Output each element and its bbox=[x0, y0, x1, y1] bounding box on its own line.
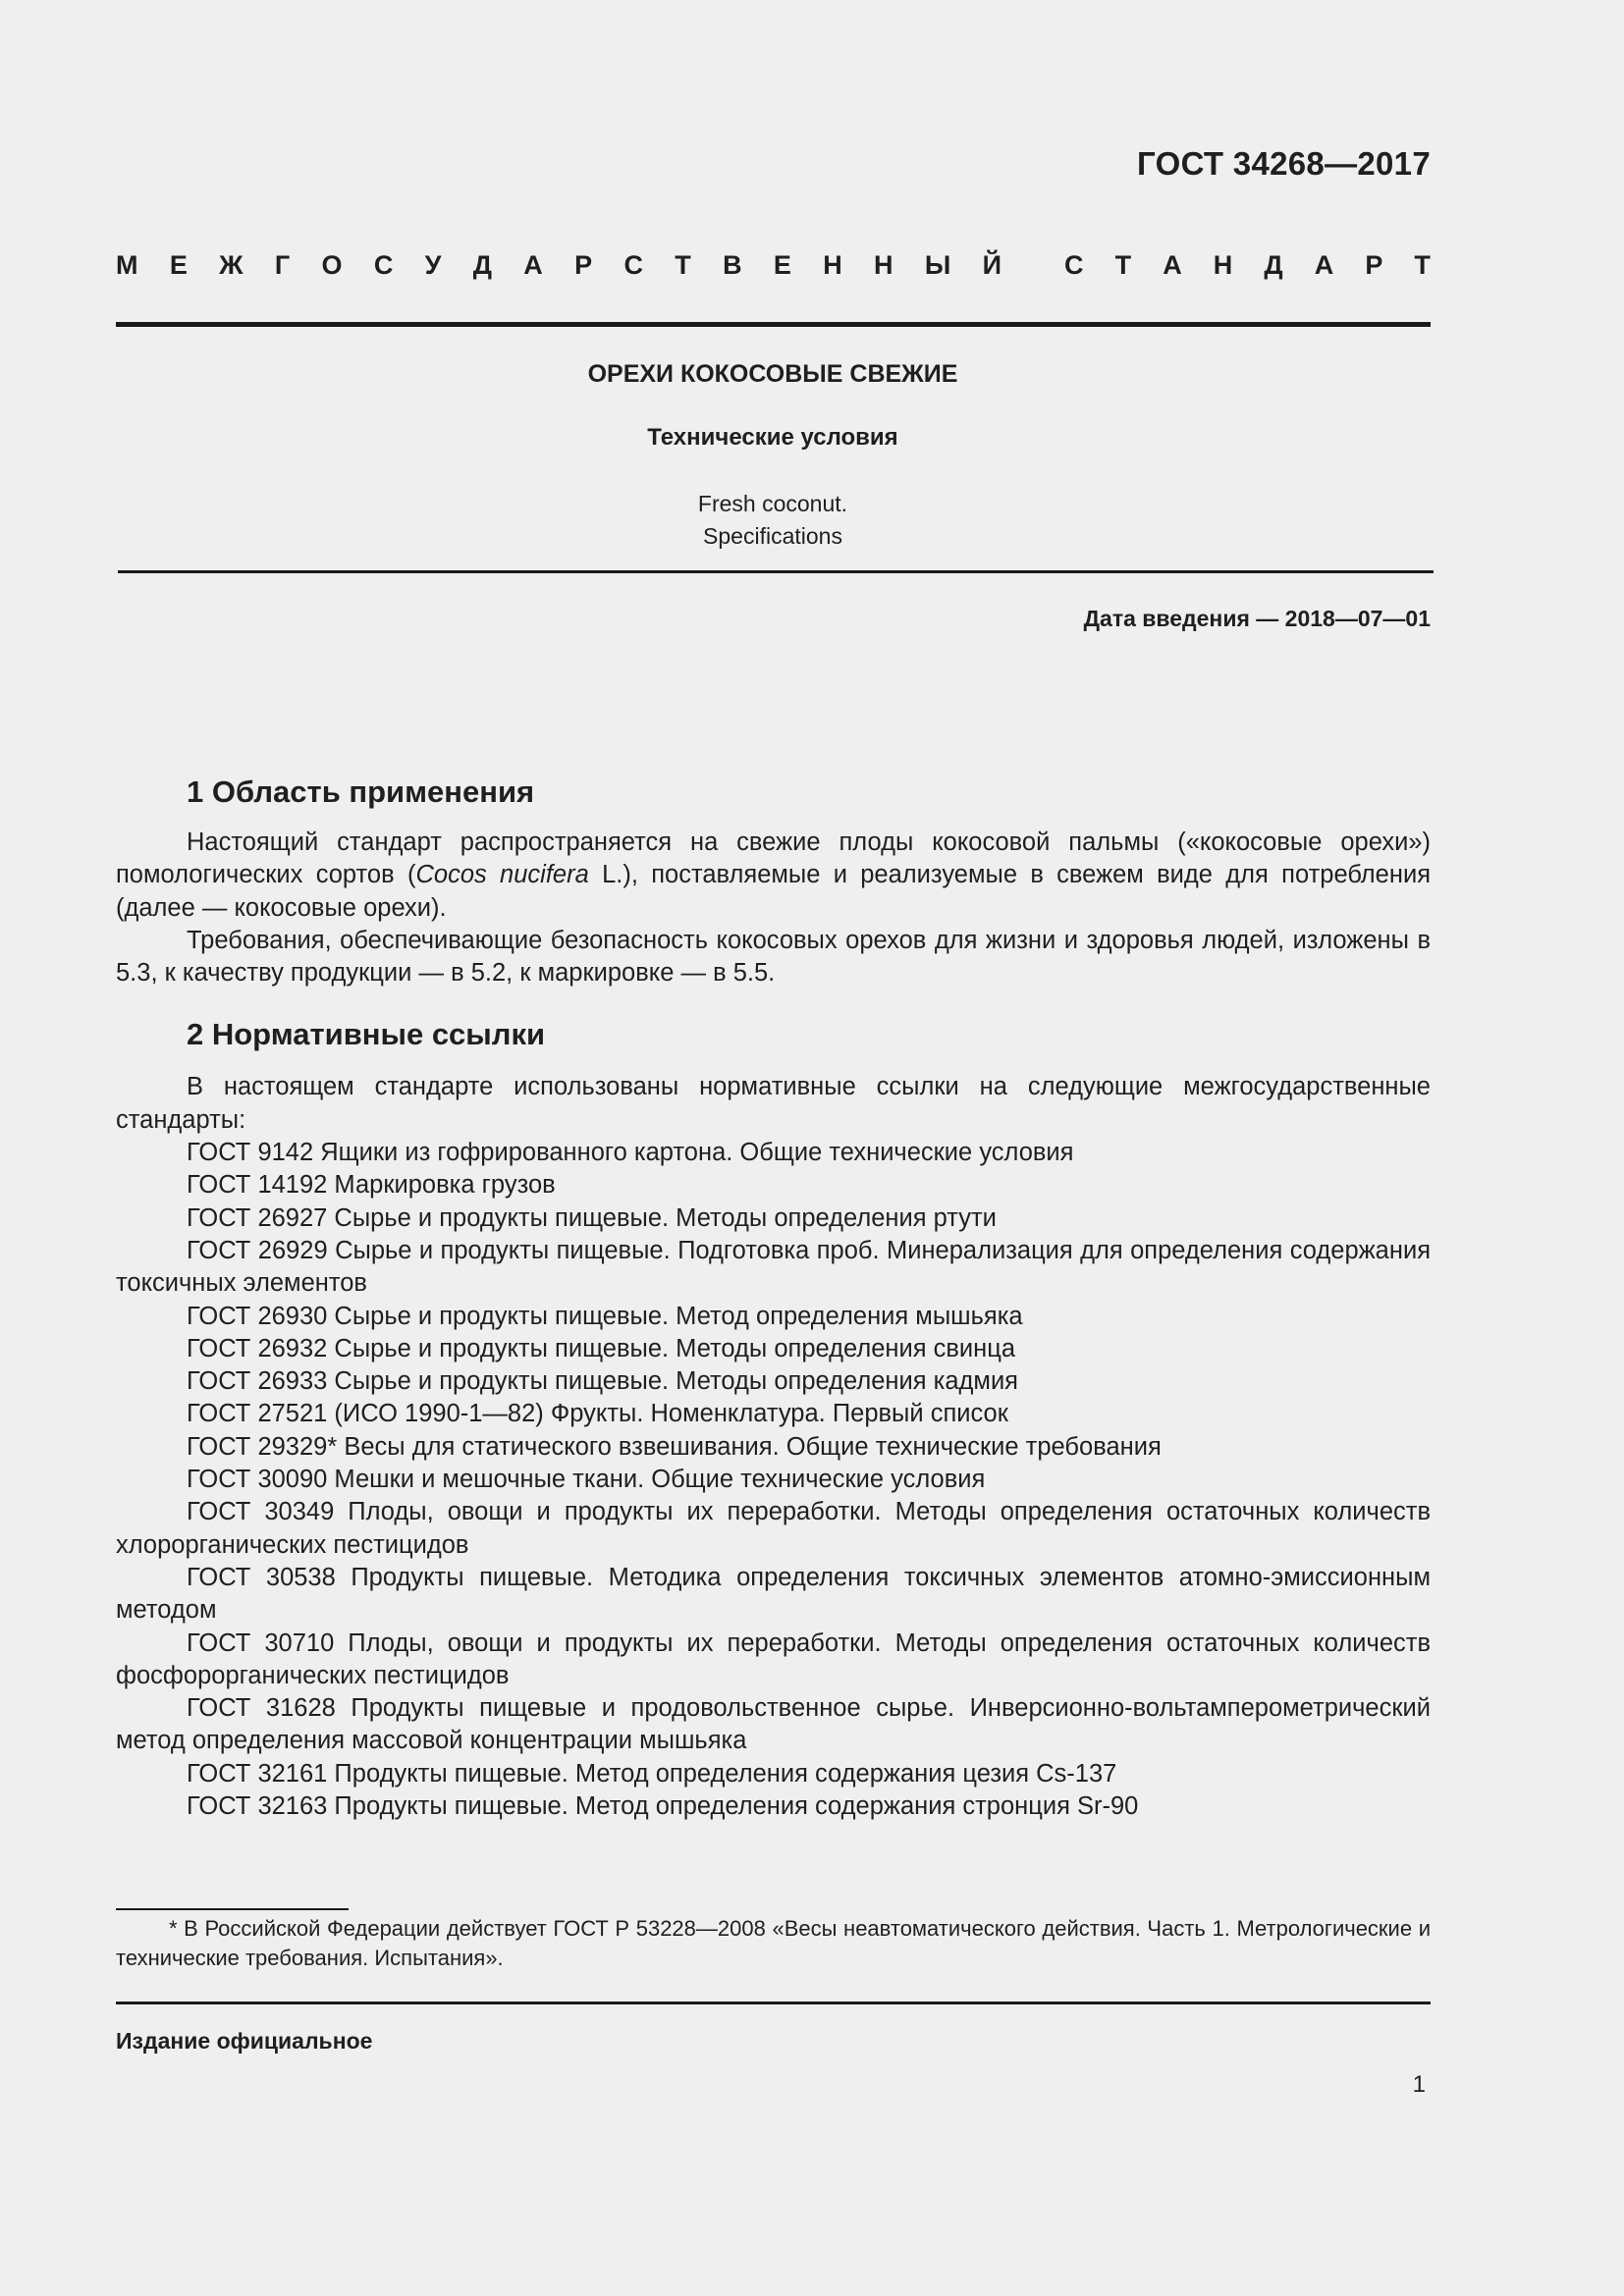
reference-item: ГОСТ 32163 Продукты пищевые. Метод определения содержания стронция Sr-90 bbox=[187, 1792, 1139, 1821]
reference-item: ГОСТ 14192 Маркировка грузов bbox=[187, 1171, 556, 1200]
document-subtitle: Технические условия bbox=[647, 424, 898, 451]
reference-item: ГОСТ 27521 (ИСО 1990-1—82) Фрукты. Номенклатура. Первый список bbox=[187, 1400, 1008, 1428]
heading-letter: Ж bbox=[219, 250, 244, 280]
section-1-paragraph-1 bbox=[116, 827, 1431, 925]
reference-item: ГОСТ 32161 Продукты пищевые. Метод определения содержания цезия Cs-137 bbox=[187, 1759, 1117, 1788]
normative-references-list bbox=[116, 1137, 1431, 1823]
heading-letter: В bbox=[723, 250, 742, 280]
document-title: ОРЕХИ КОКОСОВЫЕ СВЕЖИЕ bbox=[587, 360, 958, 388]
heading-letter: Й bbox=[982, 250, 1001, 280]
edition-label: Издание официальное bbox=[116, 2028, 373, 2054]
heading-letter: Т bbox=[1114, 250, 1132, 280]
reference-item: ГОСТ 31628 Продукты пищевые и продовольственное сырье. Инверсионно-вольтамперометрический метод определения массовой концентрации мышьяка bbox=[116, 1694, 1431, 1755]
reference-item: ГОСТ 26927 Сырье и продукты пищевые. Методы определения ртути bbox=[187, 1203, 997, 1232]
document-number: ГОСТ 34268—2017 bbox=[1137, 145, 1431, 182]
reference-item: ГОСТ 26932 Сырье и продукты пищевые. Методы определения свинца bbox=[187, 1334, 1016, 1362]
heading-letter: Д bbox=[472, 250, 492, 280]
heading-letter: А bbox=[1314, 250, 1334, 280]
standard-kind-word-1 bbox=[116, 250, 1001, 281]
top-divider bbox=[116, 322, 1431, 327]
reference-item: ГОСТ 26930 Сырье и продукты пищевые. Метод определения мышьяка bbox=[187, 1302, 1023, 1330]
heading-letter: Н bbox=[1213, 250, 1233, 280]
heading-letter: О bbox=[321, 250, 343, 280]
reference-item: ГОСТ 30710 Плоды, овощи и продукты их переработки. Методы определения остаточных количеств фосфорорганических пестицидов bbox=[116, 1629, 1431, 1689]
heading-letter: Т bbox=[1414, 250, 1431, 280]
section-2-intro: В настоящем стандарте использованы нормативные ссылки на следующие межгосударственные стандарты: bbox=[116, 1073, 1431, 1134]
heading-letter: Г bbox=[274, 250, 291, 280]
heading-letter: Н bbox=[823, 250, 842, 280]
section-1-paragraph-2: Требования, обеспечивающие безопасность кокосовых орехов для жизни и здоровья людей, изложены в 5.3, к качеству продукции — в 5.2, к маркировке — в 5.5. bbox=[116, 926, 1431, 988]
reference-item: ГОСТ 26933 Сырье и продукты пищевые. Методы определения кадмия bbox=[187, 1367, 1018, 1396]
reference-item: ГОСТ 9142 Ящики из гофрированного картона. Общие технические условия bbox=[187, 1139, 1074, 1167]
heading-letter: Р bbox=[1365, 250, 1383, 280]
introduction-date: Дата введения — 2018—07—01 bbox=[1083, 606, 1431, 631]
section-1-p1-start: Настоящий стандарт распространяется на свежие плоды кокосовой пальмы («кокосовые орехи») помологических сортов ( bbox=[116, 828, 1431, 889]
heading-letter: Т bbox=[675, 250, 691, 280]
page-number: 1 bbox=[1412, 2071, 1426, 2098]
heading-letter: Н bbox=[874, 250, 893, 280]
reference-item: ГОСТ 26929 Сырье и продукты пищевые. Подготовка проб. Минерализация для определения содержания токсичных элементов bbox=[116, 1236, 1431, 1298]
heading-letter: Е bbox=[773, 250, 791, 280]
heading-letter: С bbox=[623, 250, 643, 280]
heading-letter: Ы bbox=[924, 250, 951, 280]
document-body bbox=[116, 773, 1431, 1823]
standard-kind-heading bbox=[116, 250, 1431, 281]
footnote-divider bbox=[116, 1908, 349, 1910]
heading-letter: М bbox=[116, 250, 138, 280]
section-2-title: 2 Нормативные ссылки bbox=[187, 1017, 546, 1052]
heading-letter: Д bbox=[1264, 250, 1283, 280]
heading-letter: Е bbox=[169, 250, 188, 280]
section-1-p1-end: L.), поставляемые и реализуемые в свежем виде для потребления (далее — кокосовые орехи). bbox=[116, 861, 1431, 922]
english-title-line-1: Fresh coconut. bbox=[697, 491, 848, 516]
latin-species-name: Cocos nucifera bbox=[415, 861, 589, 889]
bottom-divider bbox=[116, 2002, 1431, 2004]
standard-kind-word-2 bbox=[1064, 250, 1431, 281]
heading-letter: А bbox=[523, 250, 543, 280]
heading-letter: Р bbox=[574, 250, 593, 280]
heading-letter: С bbox=[1064, 250, 1084, 280]
title-divider bbox=[118, 570, 1434, 573]
english-title-line-2: Specifications bbox=[703, 523, 842, 549]
footnote: * В Российской Федерации действует ГОСТ Р 53228—2008 «Весы неавтоматического действия. Часть 1. Метрологические и технические требования. Испытания». bbox=[116, 1916, 1431, 1970]
heading-letter: А bbox=[1163, 250, 1182, 280]
reference-item: ГОСТ 30349 Плоды, овощи и продукты их переработки. Методы определения остаточных количеств хлорорганических пестицидов bbox=[116, 1498, 1431, 1559]
english-title bbox=[0, 488, 1545, 553]
section-1-title: 1 Область применения bbox=[187, 774, 535, 809]
reference-item: ГОСТ 29329* Весы для статического взвешивания. Общие технические требования bbox=[187, 1432, 1162, 1461]
reference-item: ГОСТ 30538 Продукты пищевые. Методика определения токсичных элементов атомно-эмиссионным методом bbox=[116, 1563, 1431, 1625]
reference-item: ГОСТ 30090 Мешки и мешочные ткани. Общие технические условия bbox=[187, 1466, 986, 1494]
heading-letter: У bbox=[424, 250, 442, 280]
heading-letter: С bbox=[373, 250, 394, 280]
